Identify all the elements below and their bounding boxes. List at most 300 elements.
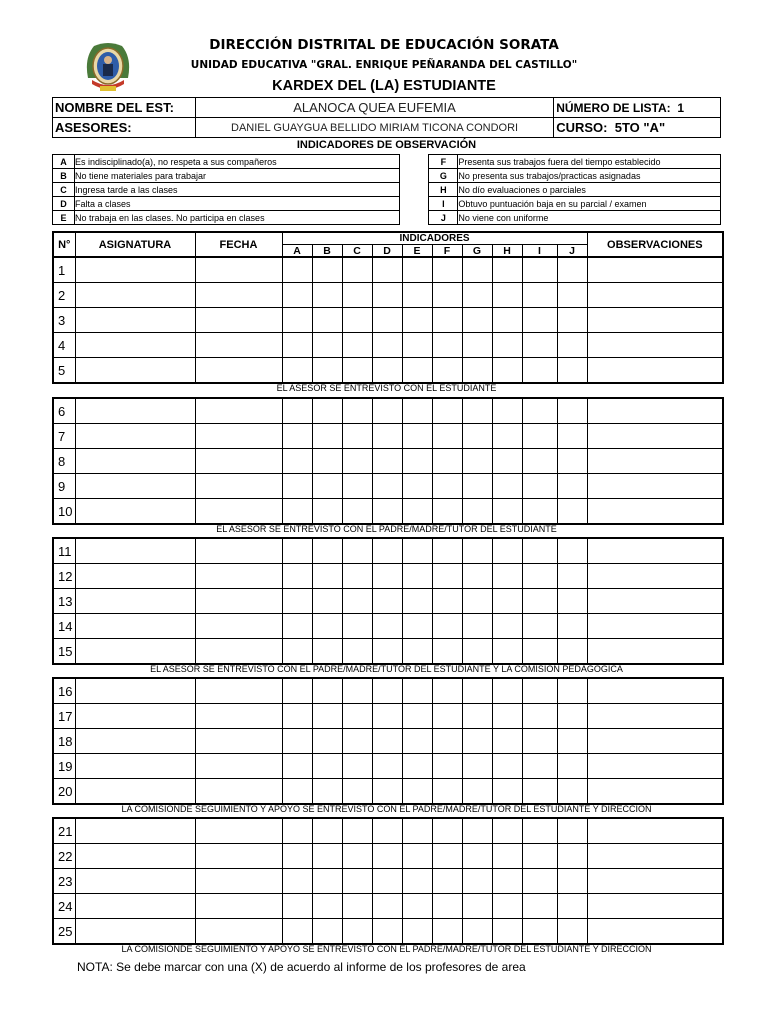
indicator-mark-cell[interactable] [462, 257, 492, 283]
indicator-mark-cell[interactable] [522, 729, 557, 754]
indicator-mark-cell[interactable] [432, 639, 462, 665]
indicator-mark-cell[interactable] [312, 308, 342, 333]
date-cell[interactable] [195, 919, 282, 945]
indicator-mark-cell[interactable] [342, 449, 372, 474]
indicator-mark-cell[interactable] [462, 424, 492, 449]
indicator-mark-cell[interactable] [402, 308, 432, 333]
indicator-mark-cell[interactable] [312, 678, 342, 704]
observations-cell[interactable] [587, 257, 723, 283]
indicator-mark-cell[interactable] [432, 779, 462, 805]
indicator-mark-cell[interactable] [342, 639, 372, 665]
indicator-mark-cell[interactable] [282, 564, 312, 589]
indicator-mark-cell[interactable] [372, 869, 402, 894]
indicator-mark-cell[interactable] [402, 257, 432, 283]
indicator-mark-cell[interactable] [372, 779, 402, 805]
subject-cell[interactable] [75, 614, 195, 639]
indicator-mark-cell[interactable] [462, 589, 492, 614]
indicator-mark-cell[interactable] [372, 538, 402, 564]
indicator-mark-cell[interactable] [372, 474, 402, 499]
indicator-mark-cell[interactable] [492, 844, 522, 869]
date-cell[interactable] [195, 257, 282, 283]
indicator-mark-cell[interactable] [432, 449, 462, 474]
subject-cell[interactable] [75, 779, 195, 805]
indicator-mark-cell[interactable] [492, 358, 522, 384]
indicator-mark-cell[interactable] [462, 474, 492, 499]
indicator-mark-cell[interactable] [312, 358, 342, 384]
observations-cell[interactable] [587, 424, 723, 449]
observations-cell[interactable] [587, 398, 723, 424]
indicator-mark-cell[interactable] [432, 704, 462, 729]
observations-cell[interactable] [587, 919, 723, 945]
indicator-mark-cell[interactable] [282, 333, 312, 358]
observations-cell[interactable] [587, 614, 723, 639]
date-cell[interactable] [195, 564, 282, 589]
observations-cell[interactable] [587, 639, 723, 665]
indicator-mark-cell[interactable] [557, 818, 587, 844]
indicator-mark-cell[interactable] [312, 283, 342, 308]
indicator-mark-cell[interactable] [462, 358, 492, 384]
date-cell[interactable] [195, 283, 282, 308]
indicator-mark-cell[interactable] [522, 614, 557, 639]
indicator-mark-cell[interactable] [342, 358, 372, 384]
indicator-mark-cell[interactable] [432, 869, 462, 894]
date-cell[interactable] [195, 358, 282, 384]
indicator-mark-cell[interactable] [372, 894, 402, 919]
indicator-mark-cell[interactable] [522, 474, 557, 499]
observations-cell[interactable] [587, 308, 723, 333]
indicator-mark-cell[interactable] [432, 729, 462, 754]
indicator-mark-cell[interactable] [557, 257, 587, 283]
indicator-mark-cell[interactable] [557, 449, 587, 474]
indicator-mark-cell[interactable] [557, 283, 587, 308]
indicator-mark-cell[interactable] [342, 919, 372, 945]
indicator-mark-cell[interactable] [342, 308, 372, 333]
indicator-mark-cell[interactable] [557, 704, 587, 729]
observations-cell[interactable] [587, 474, 723, 499]
indicator-mark-cell[interactable] [492, 538, 522, 564]
indicator-mark-cell[interactable] [557, 919, 587, 945]
indicator-mark-cell[interactable] [522, 538, 557, 564]
subject-cell[interactable] [75, 919, 195, 945]
indicator-mark-cell[interactable] [522, 754, 557, 779]
indicator-mark-cell[interactable] [432, 678, 462, 704]
indicator-mark-cell[interactable] [462, 818, 492, 844]
indicator-mark-cell[interactable] [492, 449, 522, 474]
indicator-mark-cell[interactable] [402, 869, 432, 894]
indicator-mark-cell[interactable] [557, 754, 587, 779]
indicator-mark-cell[interactable] [342, 779, 372, 805]
indicator-mark-cell[interactable] [522, 844, 557, 869]
indicator-mark-cell[interactable] [522, 424, 557, 449]
subject-cell[interactable] [75, 754, 195, 779]
indicator-mark-cell[interactable] [557, 564, 587, 589]
indicator-mark-cell[interactable] [462, 869, 492, 894]
indicator-mark-cell[interactable] [372, 919, 402, 945]
indicator-mark-cell[interactable] [282, 358, 312, 384]
subject-cell[interactable] [75, 818, 195, 844]
indicator-mark-cell[interactable] [402, 704, 432, 729]
indicator-mark-cell[interactable] [282, 308, 312, 333]
observations-cell[interactable] [587, 283, 723, 308]
indicator-mark-cell[interactable] [432, 894, 462, 919]
indicator-mark-cell[interactable] [492, 257, 522, 283]
indicator-mark-cell[interactable] [372, 283, 402, 308]
indicator-mark-cell[interactable] [372, 449, 402, 474]
indicator-mark-cell[interactable] [432, 398, 462, 424]
indicator-mark-cell[interactable] [312, 538, 342, 564]
indicator-mark-cell[interactable] [432, 919, 462, 945]
indicator-mark-cell[interactable] [522, 398, 557, 424]
indicator-mark-cell[interactable] [557, 844, 587, 869]
indicator-mark-cell[interactable] [342, 424, 372, 449]
date-cell[interactable] [195, 333, 282, 358]
advisors-value[interactable]: DANIEL GUAYGUA BELLIDO MIRIAM TICONA CONDORI [195, 118, 553, 138]
subject-cell[interactable] [75, 639, 195, 665]
indicator-mark-cell[interactable] [342, 614, 372, 639]
indicator-mark-cell[interactable] [282, 589, 312, 614]
observations-cell[interactable] [587, 449, 723, 474]
indicator-mark-cell[interactable] [282, 474, 312, 499]
indicator-mark-cell[interactable] [462, 894, 492, 919]
indicator-mark-cell[interactable] [522, 564, 557, 589]
indicator-mark-cell[interactable] [492, 333, 522, 358]
indicator-mark-cell[interactable] [462, 308, 492, 333]
indicator-mark-cell[interactable] [432, 308, 462, 333]
name-value[interactable]: ALANOCA QUEA EUFEMIA [195, 98, 553, 118]
indicator-mark-cell[interactable] [402, 754, 432, 779]
indicator-mark-cell[interactable] [402, 678, 432, 704]
indicator-mark-cell[interactable] [282, 754, 312, 779]
indicator-mark-cell[interactable] [557, 589, 587, 614]
indicator-mark-cell[interactable] [372, 704, 402, 729]
indicator-mark-cell[interactable] [282, 499, 312, 525]
indicator-mark-cell[interactable] [492, 754, 522, 779]
subject-cell[interactable] [75, 704, 195, 729]
indicator-mark-cell[interactable] [462, 754, 492, 779]
indicator-mark-cell[interactable] [402, 283, 432, 308]
indicator-mark-cell[interactable] [432, 564, 462, 589]
indicator-mark-cell[interactable] [492, 779, 522, 805]
indicator-mark-cell[interactable] [372, 729, 402, 754]
indicator-mark-cell[interactable] [492, 499, 522, 525]
indicator-mark-cell[interactable] [312, 257, 342, 283]
indicator-mark-cell[interactable] [462, 779, 492, 805]
indicator-mark-cell[interactable] [492, 589, 522, 614]
subject-cell[interactable] [75, 308, 195, 333]
subject-cell[interactable] [75, 538, 195, 564]
indicator-mark-cell[interactable] [402, 844, 432, 869]
indicator-mark-cell[interactable] [432, 614, 462, 639]
indicator-mark-cell[interactable] [522, 499, 557, 525]
indicator-mark-cell[interactable] [312, 564, 342, 589]
date-cell[interactable] [195, 894, 282, 919]
indicator-mark-cell[interactable] [462, 499, 492, 525]
indicator-mark-cell[interactable] [402, 398, 432, 424]
indicator-mark-cell[interactable] [432, 424, 462, 449]
indicator-mark-cell[interactable] [432, 499, 462, 525]
indicator-mark-cell[interactable] [492, 818, 522, 844]
indicator-mark-cell[interactable] [342, 538, 372, 564]
indicator-mark-cell[interactable] [557, 614, 587, 639]
indicator-mark-cell[interactable] [492, 614, 522, 639]
indicator-mark-cell[interactable] [402, 919, 432, 945]
indicator-mark-cell[interactable] [342, 678, 372, 704]
indicator-mark-cell[interactable] [342, 283, 372, 308]
indicator-mark-cell[interactable] [342, 333, 372, 358]
indicator-mark-cell[interactable] [402, 424, 432, 449]
indicator-mark-cell[interactable] [282, 919, 312, 945]
observations-cell[interactable] [587, 894, 723, 919]
date-cell[interactable] [195, 639, 282, 665]
indicator-mark-cell[interactable] [312, 589, 342, 614]
date-cell[interactable] [195, 678, 282, 704]
indicator-mark-cell[interactable] [282, 449, 312, 474]
date-cell[interactable] [195, 844, 282, 869]
subject-cell[interactable] [75, 358, 195, 384]
indicator-mark-cell[interactable] [557, 538, 587, 564]
indicator-mark-cell[interactable] [312, 704, 342, 729]
observations-cell[interactable] [587, 333, 723, 358]
indicator-mark-cell[interactable] [282, 678, 312, 704]
indicator-mark-cell[interactable] [557, 869, 587, 894]
indicator-mark-cell[interactable] [402, 538, 432, 564]
indicator-mark-cell[interactable] [372, 844, 402, 869]
indicator-mark-cell[interactable] [372, 424, 402, 449]
indicator-mark-cell[interactable] [522, 919, 557, 945]
indicator-mark-cell[interactable] [312, 818, 342, 844]
indicator-mark-cell[interactable] [402, 333, 432, 358]
observations-cell[interactable] [587, 358, 723, 384]
indicator-mark-cell[interactable] [432, 257, 462, 283]
subject-cell[interactable] [75, 589, 195, 614]
indicator-mark-cell[interactable] [312, 894, 342, 919]
indicator-mark-cell[interactable] [312, 754, 342, 779]
subject-cell[interactable] [75, 499, 195, 525]
indicator-mark-cell[interactable] [282, 398, 312, 424]
subject-cell[interactable] [75, 869, 195, 894]
indicator-mark-cell[interactable] [372, 678, 402, 704]
indicator-mark-cell[interactable] [462, 704, 492, 729]
indicator-mark-cell[interactable] [282, 639, 312, 665]
indicator-mark-cell[interactable] [462, 919, 492, 945]
indicator-mark-cell[interactable] [282, 729, 312, 754]
indicator-mark-cell[interactable] [492, 729, 522, 754]
indicator-mark-cell[interactable] [342, 589, 372, 614]
indicator-mark-cell[interactable] [522, 257, 557, 283]
indicator-mark-cell[interactable] [282, 779, 312, 805]
indicator-mark-cell[interactable] [557, 333, 587, 358]
indicator-mark-cell[interactable] [462, 449, 492, 474]
indicator-mark-cell[interactable] [557, 499, 587, 525]
date-cell[interactable] [195, 474, 282, 499]
observations-cell[interactable] [587, 844, 723, 869]
indicator-mark-cell[interactable] [462, 538, 492, 564]
observations-cell[interactable] [587, 818, 723, 844]
indicator-mark-cell[interactable] [402, 589, 432, 614]
date-cell[interactable] [195, 499, 282, 525]
indicator-mark-cell[interactable] [372, 333, 402, 358]
subject-cell[interactable] [75, 678, 195, 704]
observations-cell[interactable] [587, 869, 723, 894]
observations-cell[interactable] [587, 538, 723, 564]
indicator-mark-cell[interactable] [312, 869, 342, 894]
indicator-mark-cell[interactable] [402, 564, 432, 589]
indicator-mark-cell[interactable] [557, 729, 587, 754]
indicator-mark-cell[interactable] [402, 894, 432, 919]
indicator-mark-cell[interactable] [312, 639, 342, 665]
indicator-mark-cell[interactable] [282, 894, 312, 919]
indicator-mark-cell[interactable] [462, 283, 492, 308]
indicator-mark-cell[interactable] [372, 614, 402, 639]
indicator-mark-cell[interactable] [372, 564, 402, 589]
observations-cell[interactable] [587, 779, 723, 805]
indicator-mark-cell[interactable] [402, 449, 432, 474]
date-cell[interactable] [195, 779, 282, 805]
indicator-mark-cell[interactable] [557, 358, 587, 384]
indicator-mark-cell[interactable] [312, 333, 342, 358]
observations-cell[interactable] [587, 678, 723, 704]
indicator-mark-cell[interactable] [522, 818, 557, 844]
indicator-mark-cell[interactable] [282, 818, 312, 844]
indicator-mark-cell[interactable] [372, 257, 402, 283]
indicator-mark-cell[interactable] [462, 398, 492, 424]
subject-cell[interactable] [75, 257, 195, 283]
subject-cell[interactable] [75, 424, 195, 449]
indicator-mark-cell[interactable] [282, 424, 312, 449]
indicator-mark-cell[interactable] [557, 308, 587, 333]
indicator-mark-cell[interactable] [312, 474, 342, 499]
indicator-mark-cell[interactable] [342, 564, 372, 589]
indicator-mark-cell[interactable] [557, 894, 587, 919]
indicator-mark-cell[interactable] [432, 283, 462, 308]
indicator-mark-cell[interactable] [342, 257, 372, 283]
indicator-mark-cell[interactable] [432, 358, 462, 384]
date-cell[interactable] [195, 818, 282, 844]
indicator-mark-cell[interactable] [557, 474, 587, 499]
indicator-mark-cell[interactable] [342, 844, 372, 869]
subject-cell[interactable] [75, 333, 195, 358]
date-cell[interactable] [195, 398, 282, 424]
indicator-mark-cell[interactable] [372, 358, 402, 384]
indicator-mark-cell[interactable] [522, 894, 557, 919]
indicator-mark-cell[interactable] [342, 499, 372, 525]
indicator-mark-cell[interactable] [312, 398, 342, 424]
indicator-mark-cell[interactable] [282, 704, 312, 729]
indicator-mark-cell[interactable] [372, 499, 402, 525]
indicator-mark-cell[interactable] [492, 398, 522, 424]
indicator-mark-cell[interactable] [492, 704, 522, 729]
date-cell[interactable] [195, 424, 282, 449]
indicator-mark-cell[interactable] [402, 779, 432, 805]
indicator-mark-cell[interactable] [522, 589, 557, 614]
indicator-mark-cell[interactable] [342, 398, 372, 424]
indicator-mark-cell[interactable] [522, 779, 557, 805]
indicator-mark-cell[interactable] [402, 614, 432, 639]
subject-cell[interactable] [75, 398, 195, 424]
indicator-mark-cell[interactable] [282, 614, 312, 639]
indicator-mark-cell[interactable] [282, 844, 312, 869]
indicator-mark-cell[interactable] [312, 844, 342, 869]
observations-cell[interactable] [587, 704, 723, 729]
indicator-mark-cell[interactable] [557, 779, 587, 805]
indicator-mark-cell[interactable] [492, 308, 522, 333]
date-cell[interactable] [195, 754, 282, 779]
indicator-mark-cell[interactable] [312, 499, 342, 525]
date-cell[interactable] [195, 729, 282, 754]
indicator-mark-cell[interactable] [432, 538, 462, 564]
indicator-mark-cell[interactable] [312, 729, 342, 754]
indicator-mark-cell[interactable] [557, 639, 587, 665]
subject-cell[interactable] [75, 729, 195, 754]
indicator-mark-cell[interactable] [342, 894, 372, 919]
indicator-mark-cell[interactable] [462, 333, 492, 358]
indicator-mark-cell[interactable] [522, 869, 557, 894]
indicator-mark-cell[interactable] [342, 754, 372, 779]
indicator-mark-cell[interactable] [492, 474, 522, 499]
indicator-mark-cell[interactable] [372, 639, 402, 665]
observations-cell[interactable] [587, 729, 723, 754]
date-cell[interactable] [195, 449, 282, 474]
indicator-mark-cell[interactable] [282, 869, 312, 894]
indicator-mark-cell[interactable] [432, 754, 462, 779]
indicator-mark-cell[interactable] [462, 729, 492, 754]
indicator-mark-cell[interactable] [522, 358, 557, 384]
indicator-mark-cell[interactable] [402, 474, 432, 499]
date-cell[interactable] [195, 308, 282, 333]
indicator-mark-cell[interactable] [492, 919, 522, 945]
date-cell[interactable] [195, 614, 282, 639]
indicator-mark-cell[interactable] [462, 564, 492, 589]
indicator-mark-cell[interactable] [402, 499, 432, 525]
indicator-mark-cell[interactable] [402, 358, 432, 384]
indicator-mark-cell[interactable] [432, 333, 462, 358]
indicator-mark-cell[interactable] [342, 704, 372, 729]
indicator-mark-cell[interactable] [492, 894, 522, 919]
indicator-mark-cell[interactable] [492, 424, 522, 449]
indicator-mark-cell[interactable] [492, 678, 522, 704]
indicator-mark-cell[interactable] [522, 449, 557, 474]
indicator-mark-cell[interactable] [522, 639, 557, 665]
indicator-mark-cell[interactable] [432, 844, 462, 869]
indicator-mark-cell[interactable] [372, 589, 402, 614]
observations-cell[interactable] [587, 499, 723, 525]
subject-cell[interactable] [75, 894, 195, 919]
indicator-mark-cell[interactable] [432, 474, 462, 499]
indicator-mark-cell[interactable] [492, 639, 522, 665]
indicator-mark-cell[interactable] [312, 614, 342, 639]
indicator-mark-cell[interactable] [432, 818, 462, 844]
indicator-mark-cell[interactable] [342, 818, 372, 844]
list-number-cell[interactable] [554, 98, 721, 118]
indicator-mark-cell[interactable] [557, 678, 587, 704]
indicator-mark-cell[interactable] [432, 589, 462, 614]
date-cell[interactable] [195, 704, 282, 729]
indicator-mark-cell[interactable] [402, 639, 432, 665]
subject-cell[interactable] [75, 844, 195, 869]
date-cell[interactable] [195, 538, 282, 564]
indicator-mark-cell[interactable] [372, 308, 402, 333]
indicator-mark-cell[interactable] [492, 283, 522, 308]
indicator-mark-cell[interactable] [312, 424, 342, 449]
indicator-mark-cell[interactable] [402, 818, 432, 844]
indicator-mark-cell[interactable] [282, 283, 312, 308]
indicator-mark-cell[interactable] [342, 474, 372, 499]
subject-cell[interactable] [75, 474, 195, 499]
date-cell[interactable] [195, 869, 282, 894]
observations-cell[interactable] [587, 564, 723, 589]
indicator-mark-cell[interactable] [282, 257, 312, 283]
date-cell[interactable] [195, 589, 282, 614]
